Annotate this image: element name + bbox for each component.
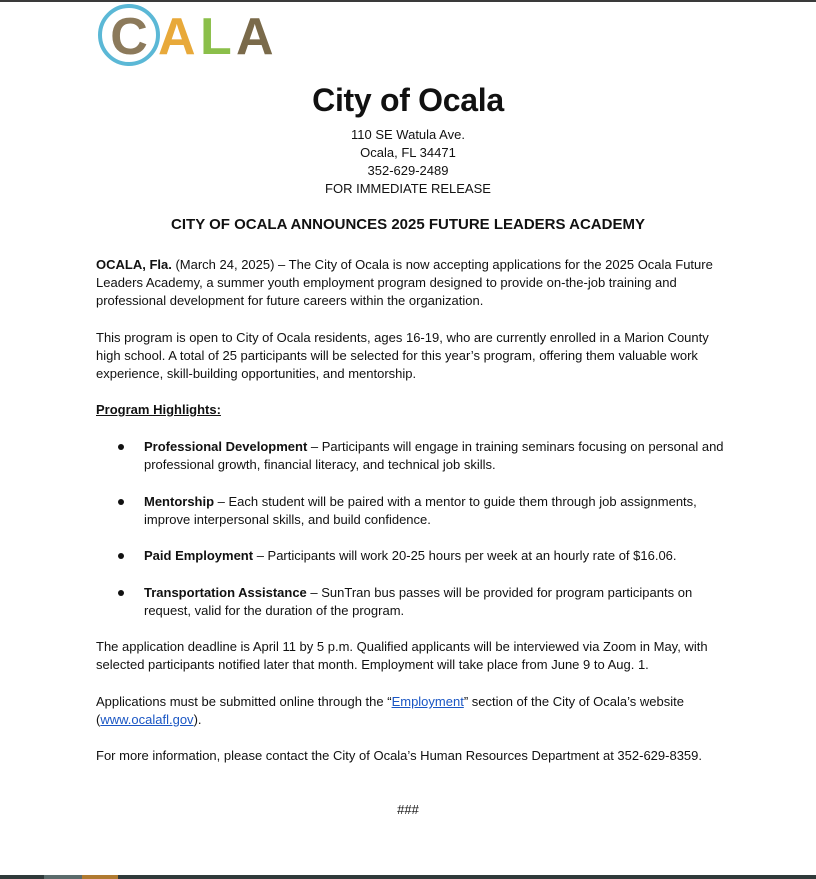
footer-accent	[82, 875, 118, 879]
employment-link[interactable]: Employment	[391, 694, 464, 709]
footer-bar	[0, 875, 816, 879]
highlight-text	[144, 438, 728, 474]
highlight-description: – Each student will be paired with a mentor to guide them through job assignments, improve interpersonal skills, and build confidence.	[144, 494, 697, 527]
deadline-paragraph: The application deadline is April 11 by 5 p.m. Qualified applicants will be interviewed via Zoom in May, with selected participants notified later that month. Employment will take place from June 9 to Aug. 1.	[96, 639, 708, 672]
highlight-description: – SunTran bus passes will be provided for program participants on request, valid for the duration of the program.	[144, 585, 693, 618]
ocala-logo	[96, 2, 308, 68]
logo-letter-a: A	[158, 8, 196, 66]
press-release-headline: CITY OF OCALA ANNOUNCES 2025 FUTURE LEADERS ACADEMY	[171, 216, 645, 233]
end-mark: ###	[397, 802, 419, 817]
address-line-street: 110 SE Watula Ave.	[351, 127, 465, 142]
footer-accent	[44, 875, 82, 879]
highlight-title: Paid Employment	[144, 548, 254, 563]
highlight-text	[144, 584, 728, 620]
dateline: OCALA, Fla.	[96, 257, 172, 272]
applications-paragraph	[96, 693, 726, 729]
website-link[interactable]: www.ocalafl.gov	[100, 712, 194, 727]
applications-text-middle: ” section of the City of Ocala’s website (	[96, 694, 684, 727]
bullet-icon	[118, 590, 124, 596]
bullet-icon	[118, 499, 124, 505]
highlight-text	[144, 547, 728, 565]
intro-text: (March 24, 2025) – The City of Ocala is now accepting applications for the 2025 Ocala Future Leaders Academy, a summer youth employment program designed to provide on-the-job training and professional development for future careers within the organization.	[96, 257, 713, 308]
highlight-title: Transportation Assistance	[144, 585, 307, 600]
bullet-icon	[118, 444, 124, 450]
highlight-title: Professional Development	[144, 439, 308, 454]
highlight-title: Mentorship	[144, 494, 215, 509]
address-block	[0, 126, 816, 198]
bullet-icon	[118, 553, 124, 559]
address-line-city: Ocala, FL 34471	[360, 145, 456, 160]
highlights-heading: Program Highlights:	[96, 402, 221, 417]
highlight-description: – Participants will engage in training seminars focusing on personal and professional growth, financial literacy, and technical job skills.	[144, 439, 724, 472]
contact-paragraph: For more information, please contact the City of Ocala’s Human Resources Department at 352-629-8359.	[96, 748, 703, 763]
eligibility-paragraph: This program is open to City of Ocala residents, ages 16-19, who are currently enrolled in a Marion County high school. A total of 25 participants will be selected for this year’s program, offering them valuable work experience, skill-building opportunities, and mentorship.	[96, 330, 709, 381]
applications-text-before: Applications must be submitted online through the “	[96, 694, 392, 709]
logo-letter-l: L	[200, 8, 232, 66]
address-line-phone: 352-629-2489	[367, 163, 449, 178]
logo-letter-c: C	[110, 8, 148, 66]
highlight-description: – Participants will work 20-25 hours per week at an hourly rate of $16.06.	[253, 548, 677, 563]
page-title: City of Ocala	[312, 82, 504, 118]
highlight-text	[144, 493, 728, 529]
intro-paragraph	[96, 256, 726, 310]
release-label: FOR IMMEDIATE RELEASE	[325, 181, 491, 196]
applications-text-after: ).	[193, 712, 202, 727]
logo-letter-a2: A	[236, 8, 274, 66]
